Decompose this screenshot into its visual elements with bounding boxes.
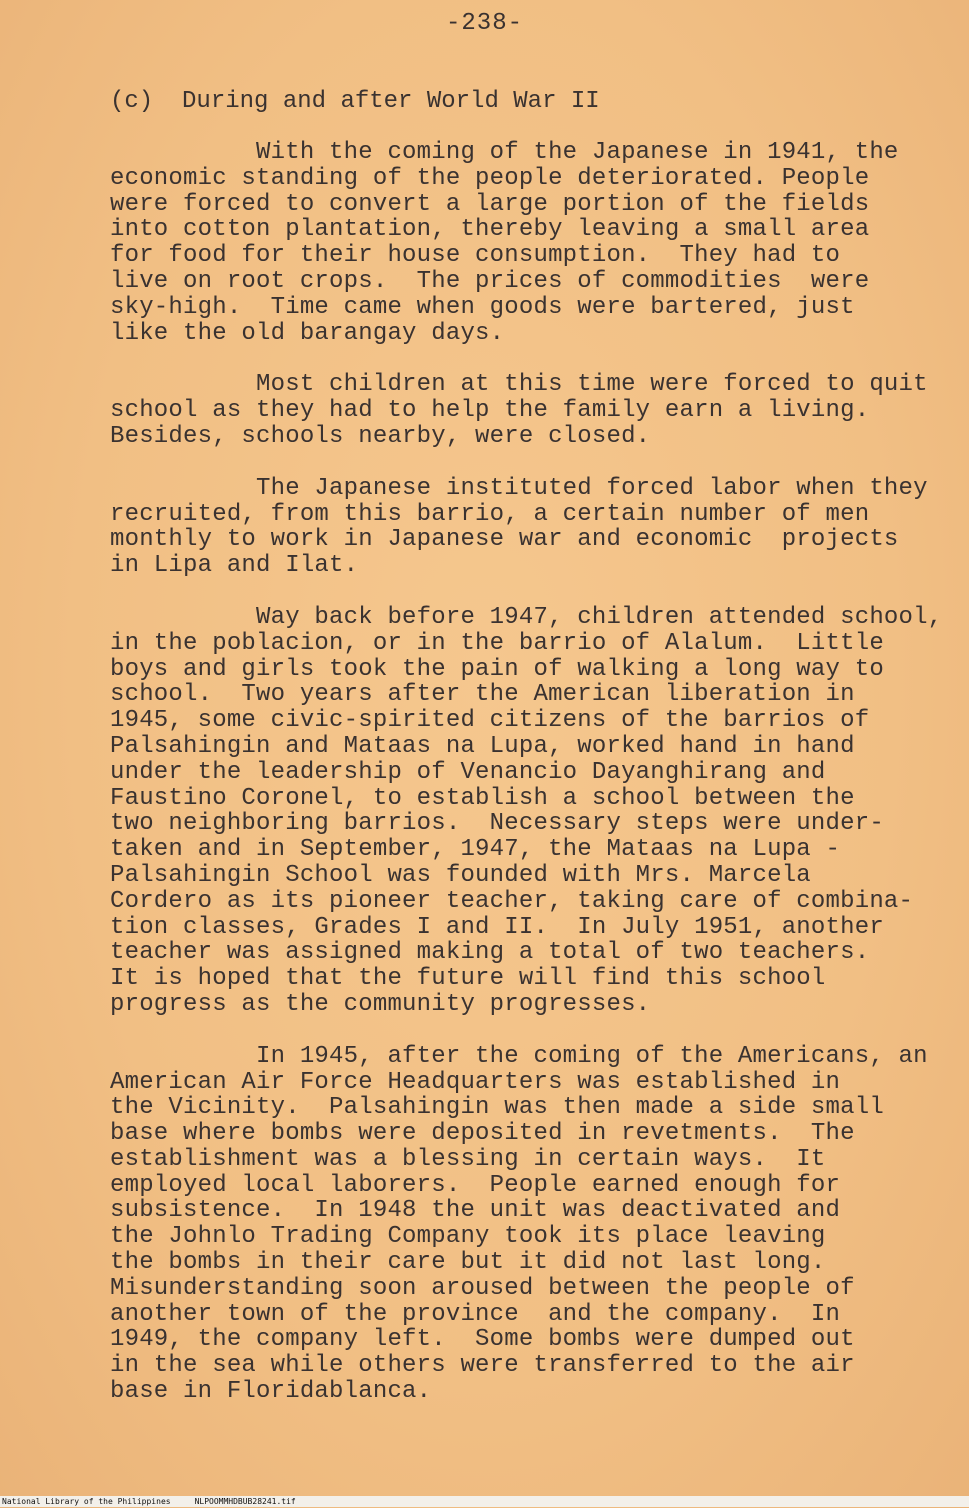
text-line: another town of the province and the company. In — [110, 1300, 841, 1328]
text-line: school. Two years after the American liberation in — [110, 681, 855, 709]
text-line: employed local laborers. People earned enough for — [110, 1171, 841, 1199]
text-line: The Japanese instituted forced labor when they — [110, 474, 928, 502]
text-line: base where bombs were deposited in revetments. The — [110, 1120, 855, 1148]
text-line: Faustino Coronel, to establish a school between the — [110, 784, 855, 812]
paragraph — [110, 1044, 950, 1405]
section-heading: (c) During and after World War II — [110, 88, 600, 115]
page-number: -238- — [445, 10, 523, 37]
text-line: tion classes, Grades I and II. In July 1951, another — [110, 913, 884, 941]
text-line: like the old barangay days. — [110, 319, 505, 347]
text-line: 1945, some civic-spirited citizens of the barrios of — [110, 707, 870, 735]
paragraph — [110, 140, 950, 346]
text-line: Way back before 1947, children attended school, — [110, 603, 943, 631]
text-line: for food for their house consumption. They had to — [110, 242, 841, 270]
text-line: taken and in September, 1947, the Mataas na Lupa - — [110, 836, 841, 864]
text-line: sky-high. Time came when goods were bartered, just — [110, 293, 855, 321]
text-line: the bombs in their care but it did not last long. — [110, 1249, 826, 1277]
text-line: In 1945, after the coming of the Americans, an — [110, 1042, 928, 1070]
text-line: in the poblacion, or in the barrio of Alalum. Little — [110, 629, 884, 657]
text-line: Besides, schools nearby, were closed. — [110, 422, 651, 450]
text-line: in Lipa and Ilat. — [110, 552, 359, 580]
text-line: the Vicinity. Palsahingin was then made a side small — [110, 1094, 884, 1122]
text-line: school as they had to help the family earn a living. — [110, 397, 870, 425]
text-line: American Air Force Headquarters was established in — [110, 1068, 841, 1096]
paragraph — [110, 372, 950, 449]
text-line: Palsahingin School was founded with Mrs. Marcela — [110, 861, 811, 889]
text-line: live on root crops. The prices of commodities were — [110, 267, 870, 295]
footer — [0, 1496, 969, 1507]
text-line: teacher was assigned making a total of two teachers. — [110, 939, 870, 967]
text-line: two neighboring barrios. Necessary steps were under- — [110, 810, 884, 838]
text-line: economic standing of the people deteriorated. People — [110, 164, 870, 192]
text-line: establishment was a blessing in certain ways. It — [110, 1145, 826, 1173]
text-line: under the leadership of Venancio Dayanghirang and — [110, 758, 826, 786]
text-line: the Johnlo Trading Company took its place leaving — [110, 1223, 826, 1251]
paragraph — [110, 605, 950, 1018]
text-line: With the coming of the Japanese in 1941, the — [110, 139, 899, 166]
footer-library: National Library of the Philippines — [2, 1497, 171, 1506]
text-line: Cordero as its pioneer teacher, taking care of combina- — [110, 887, 914, 915]
text-line: boys and girls took the pain of walking a long way to — [110, 655, 884, 683]
text-line: Most children at this time were forced to quit — [110, 371, 928, 399]
text-line: It is hoped that the future will find this school — [110, 965, 826, 993]
text-line: Misunderstanding soon aroused between the people of — [110, 1274, 855, 1302]
text-line: in the sea while others were transferred to the air — [110, 1352, 855, 1380]
text-line: base in Floridablanca. — [110, 1378, 432, 1406]
text-line: recruited, from this barrio, a certain number of men — [110, 500, 870, 528]
text-line: monthly to work in Japanese war and economic projects — [110, 526, 899, 554]
paragraph — [110, 476, 950, 579]
footer-filename: NLPOOMMHDBUB28241.tif — [194, 1497, 296, 1506]
text-line: were forced to convert a large portion of the fields — [110, 190, 870, 218]
body-text — [110, 140, 950, 1431]
text-line: progress as the community progresses. — [110, 990, 651, 1018]
text-line: Palsahingin and Mataas na Lupa, worked hand in hand — [110, 732, 855, 760]
text-line: into cotton plantation, thereby leaving a small area — [110, 216, 870, 244]
text-line: 1949, the company left. Some bombs were dumped out — [110, 1326, 855, 1354]
text-line: subsistence. In 1948 the unit was deactivated and — [110, 1197, 841, 1225]
